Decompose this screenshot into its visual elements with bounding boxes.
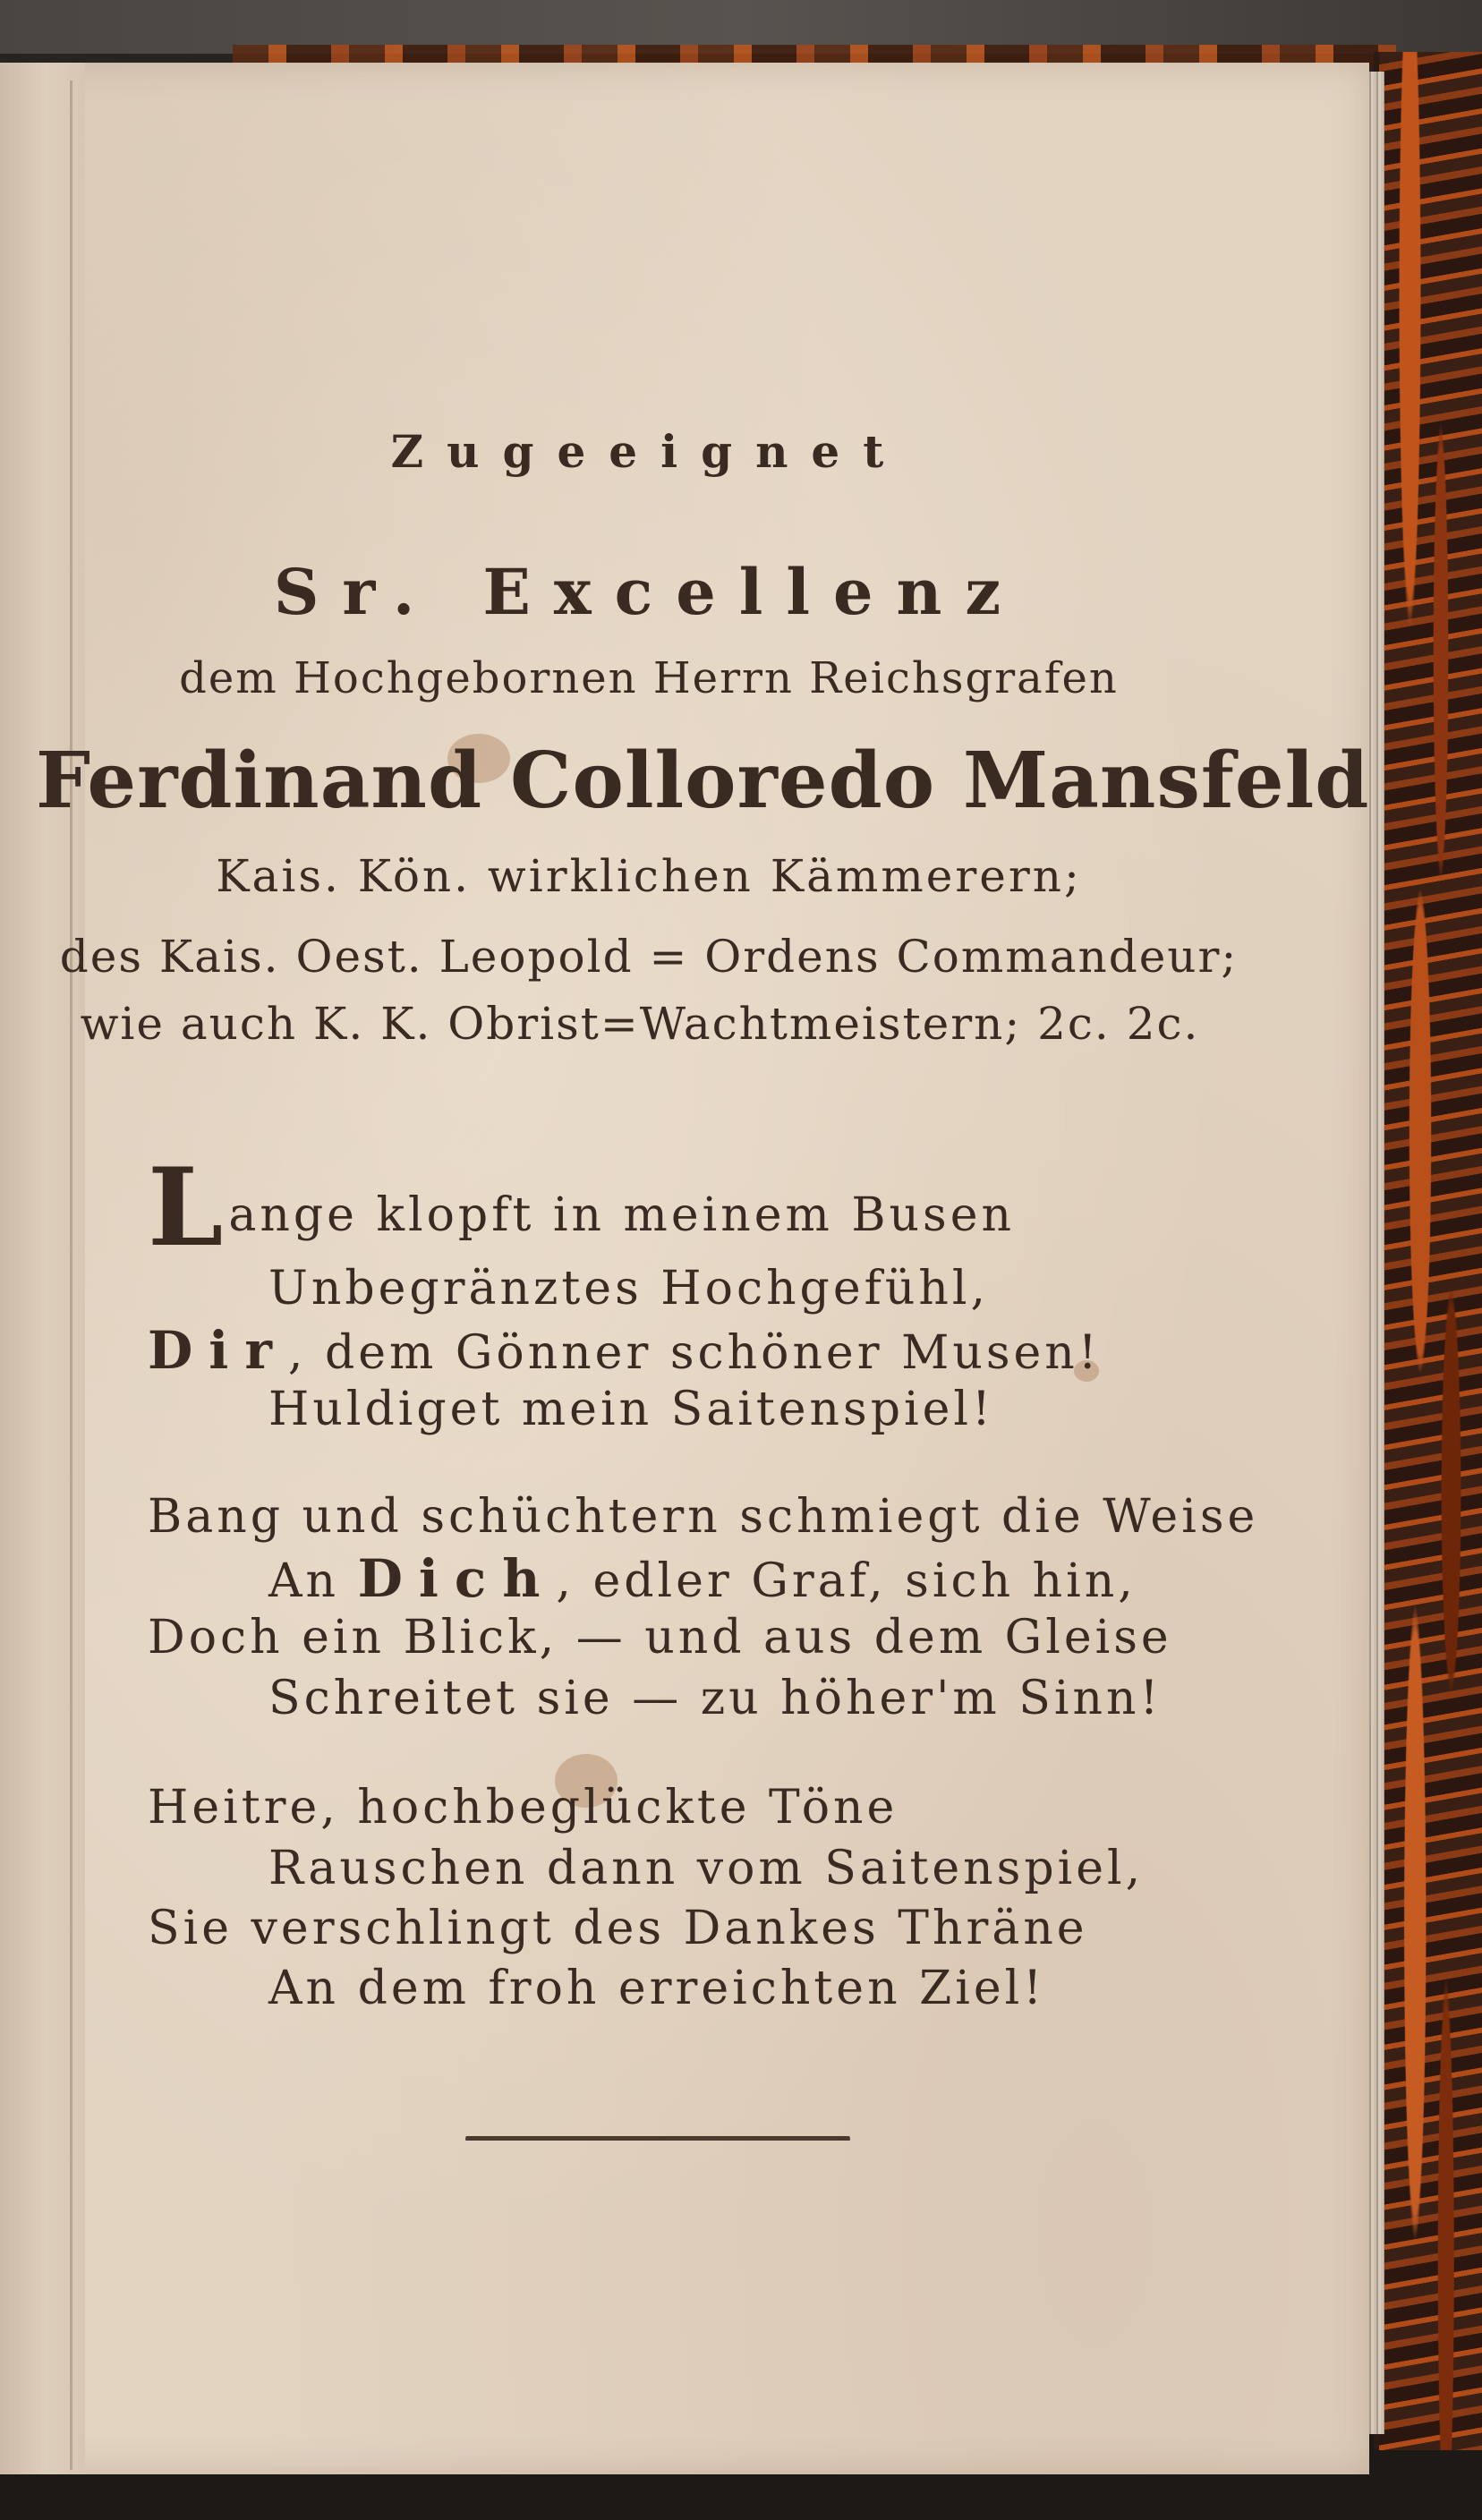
poem-line: Unbegränztes Hochgefühl, — [268, 1262, 990, 1315]
poem-line-text: ange klopft in meinem Busen — [228, 1188, 1015, 1242]
addressee-title: Sr. Excellenz — [273, 555, 1025, 629]
poem-line: Huldiget mein Saitenspiel! — [268, 1383, 994, 1436]
poem-line: Schreitet sie — zu höher'm Sinn! — [268, 1672, 1163, 1725]
poem-line: Heitre, hochbeglückte Töne — [148, 1781, 899, 1835]
ornamental-rule — [465, 2134, 850, 2143]
poem-line — [268, 1548, 1137, 1609]
addressee-name: Ferdinand Colloredo Mansfeld — [36, 736, 1370, 826]
poem-line — [148, 1320, 1101, 1381]
poem-line-text: , dem Gönner schöner Musen! — [287, 1326, 1101, 1380]
marbled-cover-board — [1374, 52, 1482, 2450]
addressee-intro: dem Hochgebornen Herrn Reichsgrafen — [179, 653, 1119, 703]
title-line-3: wie auch K. K. Obrist=Wachtmeistern; 2c. 2c. — [80, 998, 1200, 1050]
poem-line: Sie verschlingt des Dankes Thräne — [148, 1902, 1088, 1955]
dedication-heading: Zugeeignet — [390, 425, 907, 478]
poem-line: An dem froh erreichten Ziel! — [268, 1962, 1046, 2015]
poem-line — [148, 1145, 1015, 1271]
title-line-2: des Kais. Oest. Leopold = Ordens Commandeur; — [59, 931, 1239, 983]
title-line-1: Kais. Kön. wirklichen Kämmerern; — [216, 850, 1082, 902]
poem-line: Rauschen dann vom Saitenspiel, — [268, 1842, 1145, 1895]
poem-line-text: , edler Graf, sich hin, — [556, 1554, 1137, 1608]
emphasized-word: Dich — [357, 1548, 557, 1609]
poem-line-text: An — [268, 1554, 358, 1608]
poem-line: Doch ein Blick, — und aus dem Gleise — [148, 1611, 1172, 1664]
drop-cap: L — [148, 1145, 227, 1271]
poem-line: Bang und schüchtern schmiegt die Weise — [148, 1490, 1259, 1544]
emphasized-word: Dir — [148, 1320, 288, 1381]
